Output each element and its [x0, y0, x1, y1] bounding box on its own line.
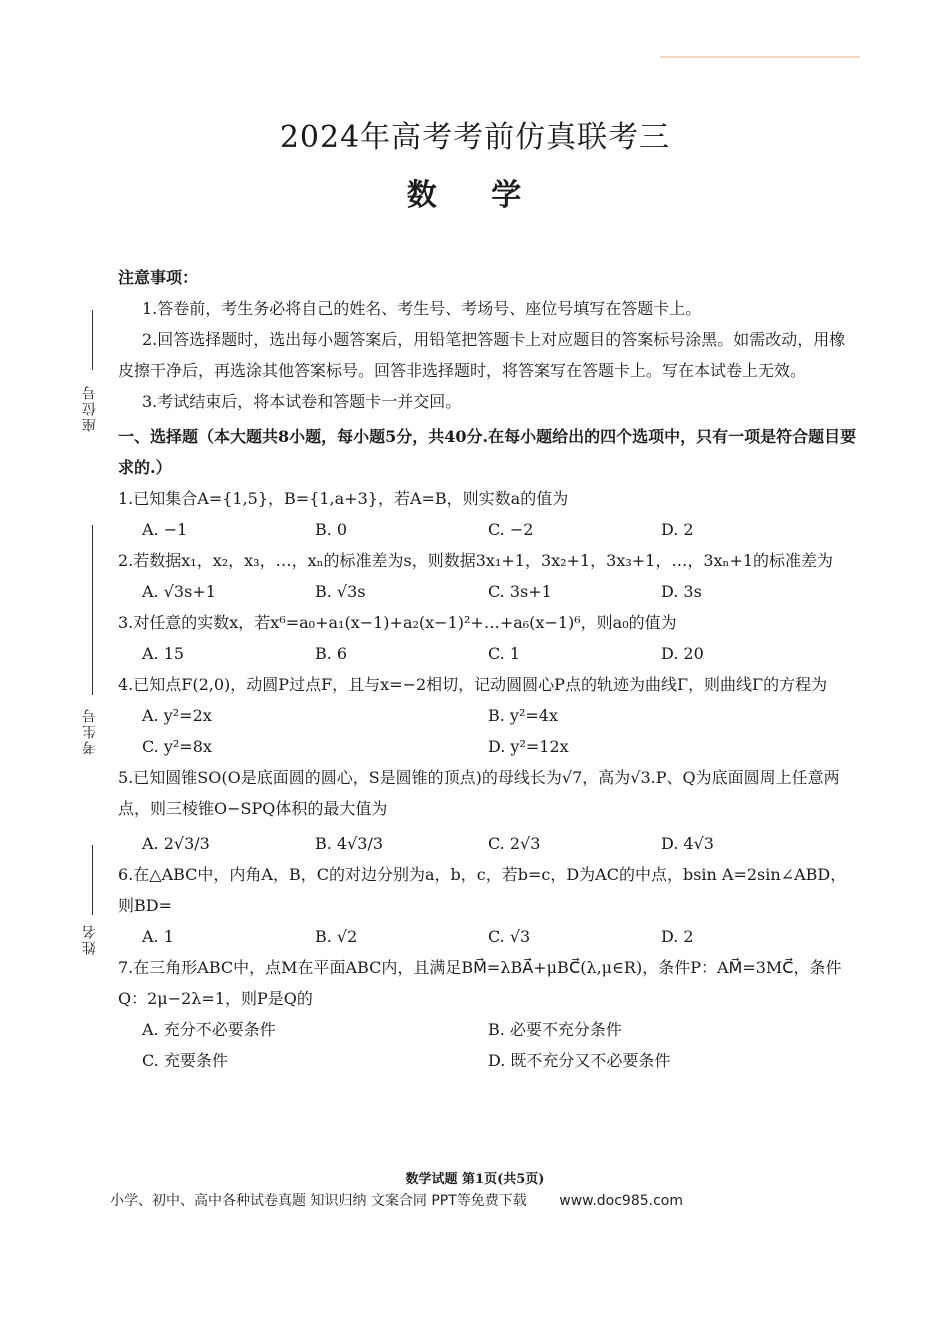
question-stem: 3.对任意的实数x，若x⁶=a₀+a₁(x−1)+a₂(x−1)²+…+a₆(x−1)⁶，则a₀的值为 — [118, 613, 677, 632]
option-b: B. y²=4x — [488, 706, 558, 725]
exam-no-field — [72, 525, 112, 760]
option-a: A. √3s+1 — [142, 582, 216, 601]
seat-field — [72, 310, 112, 440]
option-b: B. 必要不充分条件 — [488, 1020, 622, 1039]
option-b: B. √2 — [315, 927, 358, 946]
question-6 — [118, 859, 858, 952]
option-b: B. 0 — [315, 520, 348, 539]
exam-no-label: 考生号 — [82, 707, 98, 755]
option-d: D. 2 — [661, 520, 694, 539]
option-c: C. 3s+1 — [488, 582, 552, 601]
question-4 — [118, 669, 858, 762]
name-label: 姓名 — [82, 923, 98, 955]
option-a: A. 1 — [142, 927, 174, 946]
option-a: A. 2√3/3 — [142, 834, 210, 853]
question-stem: 6.在△ABC中，内角A，B，C的对边分别为a，b，c，若b=c，D为AC的中点，bsin A=2sin∠ABD，则BD= — [118, 865, 847, 915]
notice-item-1: 1.答卷前，考生务必将自己的姓名、考生号、考场号、座位号填写在答题卡上。 — [142, 299, 702, 318]
question-stem: 7.在三角形ABC中，点M在平面ABC内，且满足BM⃗=λBA⃗+μBC⃗(λ,μ∈R)，条件P：AM⃗=3MC⃗，条件Q：2μ−2λ=1，则P是Q的 — [118, 958, 842, 1008]
question-1 — [118, 483, 858, 545]
section-heading: 一、选择题（本大题共8小题，每小题5分，共40分.在每小题给出的四个选项中，只有一项是符合题目要求的.） — [118, 427, 857, 477]
option-c: C. √3 — [488, 927, 531, 946]
option-c: C. 1 — [488, 644, 521, 663]
option-b: B. 6 — [315, 644, 348, 663]
page-footer: 数学试题 第1页(共5页) — [405, 1172, 545, 1187]
option-d: D. 20 — [661, 644, 704, 663]
option-d: D. y²=12x — [488, 737, 569, 756]
top-rule — [660, 56, 860, 58]
option-a: A. 充分不必要条件 — [142, 1020, 276, 1039]
option-c: C. −2 — [488, 520, 534, 539]
option-d: D. 3s — [661, 582, 702, 601]
question-2 — [118, 545, 858, 607]
exam-content — [118, 262, 858, 1076]
option-d: D. 既不充分又不必要条件 — [488, 1051, 671, 1070]
notice-heading: 注意事项： — [118, 268, 199, 287]
subject-title: 数 学 — [406, 178, 544, 213]
option-a: A. 15 — [142, 644, 185, 663]
question-stem: 1.已知集合A={1,5}，B={1,a+3}，若A=B，则实数a的值为 — [118, 489, 569, 508]
watermark-line — [110, 1190, 683, 1210]
question-stem: 5.已知圆锥SO(O是底面圆的圆心，S是圆锥的顶点)的母线长为√7，高为√3.P、Q为底面圆周上任意两点，则三棱锥O−SPQ体积的最大值为 — [118, 768, 840, 818]
option-d: D. 2 — [661, 927, 694, 946]
option-c: C. 充要条件 — [142, 1051, 228, 1070]
watermark-text: 小学、初中、高中各种试卷真题 知识归纳 文案合同 PPT等免费下载 — [110, 1193, 527, 1209]
option-c: C. y²=8x — [142, 737, 212, 756]
watermark-url[interactable]: www.doc985.com — [559, 1193, 683, 1209]
seat-label: 座位号 — [82, 384, 98, 432]
option-b: B. 4√3/3 — [315, 834, 384, 853]
option-a: A. y²=2x — [142, 706, 212, 725]
question-7 — [118, 952, 858, 1076]
question-5 — [118, 762, 858, 859]
option-b: B. √3s — [315, 582, 366, 601]
question-3 — [118, 607, 858, 669]
option-a: A. −1 — [142, 520, 188, 539]
question-stem: 2.若数据x₁，x₂，x₃，…，xₙ的标准差为s，则数据3x₁+1，3x₂+1，3x₃+1，…，3xₙ+1的标准差为 — [118, 551, 834, 570]
option-d: D. 4√3 — [661, 834, 714, 853]
name-field — [72, 845, 112, 955]
exam-title: 2024年高考考前仿真联考三 — [279, 120, 671, 155]
notice-item-2: 2.回答选择题时，选出每小题答案后，用铅笔把答题卡上对应题目的答案标号涂黑。如需改动，用橡皮擦干净后，再选涂其他答案标号。回答非选择题时，将答案写在答题卡上。写在本试卷上无效。 — [118, 330, 846, 380]
option-c: C. 2√3 — [488, 834, 541, 853]
question-stem: 4.已知点F(2,0)，动圆P过点F，且与x=−2相切，记动圆圆心P点的轨迹为曲线Γ，则曲线Γ的方程为 — [118, 675, 828, 694]
notice-item-3: 3.考试结束后，将本试卷和答题卡一并交回。 — [142, 392, 462, 411]
